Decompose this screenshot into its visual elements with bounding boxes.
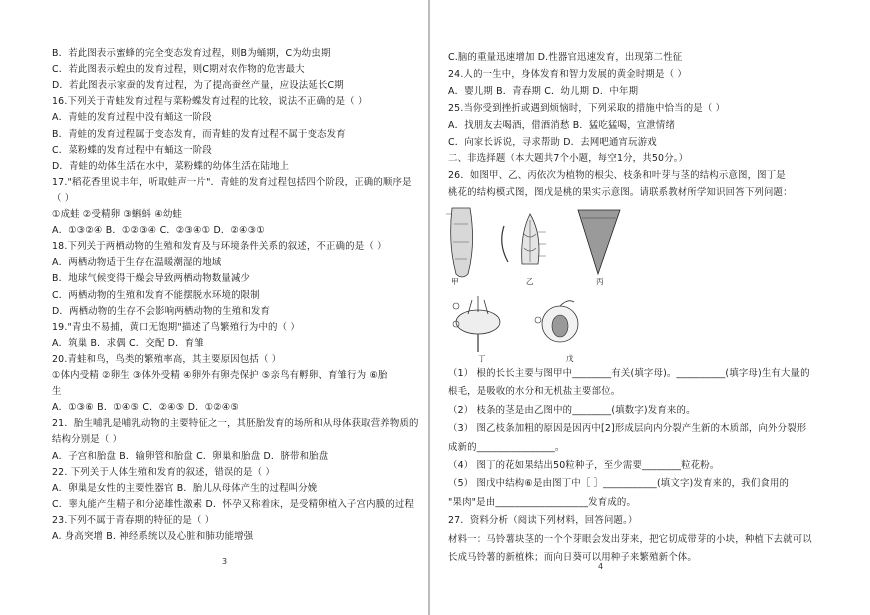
- peach-fruit-diagram: [535, 301, 578, 342]
- left-page: [0, 0, 430, 615]
- text-line: A．筑巢 B．求偶 C．交配 D．育雏: [52, 337, 204, 349]
- text-line: 生: [52, 386, 62, 398]
- text-line: C．向家长诉说，寻求帮助 D．去网吧通宵玩游戏: [448, 136, 657, 148]
- text-line: A．找朋友去喝酒，借酒消愁 B．猛吃猛喝，宣泄情绪: [448, 119, 676, 131]
- text-line: 结构分别是（ ）: [52, 434, 123, 446]
- text-line: （3） 图乙枝条加粗的原因是因丙中[2]形成层向内分裂产生新的木质部，向外分裂形: [448, 423, 807, 435]
- text-line: C．睾丸能产生精子和分泌雄性激素 D．怀孕又称着床，是受精卵植入子宫内膜的过程: [52, 498, 415, 510]
- text-line: A．子宫和胎盘 B．输卵管和胎盘 C．卵巢和胎盘 D．脐带和胎盘: [52, 450, 329, 462]
- figure-label-wu: 戊: [566, 354, 574, 363]
- text-line: A．青蛙的发育过程中没有蛹这一阶段: [52, 112, 212, 124]
- text-line: D．若此图表示家蚕的发育过程，为了提高蚕丝产量，应设法延长C期: [52, 80, 344, 92]
- text-line: 23.下列不属于青春期的特征的是（ ）: [52, 514, 215, 526]
- text-line: 二、非选择题（本大题共7个小题，每空1分，共50分。）: [448, 153, 689, 165]
- text-line: 成新的________________。: [448, 441, 565, 453]
- text-line: 19."青虫不易捕，黄口无饱期"描述了鸟繁殖行为中的（ ）: [52, 321, 300, 333]
- text-line: （5） 图戊中结构⑥是由图丁中［ ］___________(填文字)发育来的，我们食用的: [448, 478, 790, 490]
- text-line: 24.人的一生中，身体发育和智力发展的黄金时期是（ ）: [448, 68, 687, 80]
- peach-flower-diagram: [453, 296, 500, 352]
- text-line: 材料一：马铃薯块茎的一个个芽眼会发出芽来，把它切成带芽的小块，种植下去就可以: [448, 533, 812, 545]
- figure-label-jia: 甲: [451, 277, 459, 286]
- text-line: 25.当你受到挫折或遇到烦恼时，下列采取的措施中恰当的是（ ）: [448, 102, 726, 114]
- root-tip-diagram: [446, 208, 473, 277]
- text-line: "果肉"是由___________________发育成的。: [448, 496, 637, 508]
- figure-label-ding: 丁: [478, 354, 486, 363]
- text-line: 16.下列关于青蛙发育过程与菜粉蝶发育过程的比较，说法不正确的是（ ）: [52, 96, 368, 108]
- text-line: C.脑的重量迅速增加 D.性器官迅速发育，出现第二性征: [448, 52, 683, 63]
- text-line: B．青蛙的发育过程属于变态发育，而青蛙的发育过程不属于变态发育: [52, 128, 346, 140]
- text-line: C．若此图表示蝗虫的发育过程，则C期对农作物的危害最大: [52, 64, 305, 76]
- text-line: （1） 根的长长主要与图甲中________有关(填字母)。__________(填字母)生有大量的: [448, 368, 810, 379]
- figure-label-yi: 乙: [526, 277, 534, 286]
- text-line: （4） 图丁的花如果结出50粒种子，至少需要________粒花粉。: [448, 460, 720, 471]
- text-line: （2） 枝条的茎是由乙图中的________(填数字)发育来的。: [448, 404, 696, 416]
- text-line: 27．资料分析（阅读下列材料，回答问题。）: [448, 515, 638, 527]
- text-line: 17."稻花香里说丰年，听取蛙声一片"．青蛙的发育过程包括四个阶段，正确的顺序是: [52, 176, 412, 188]
- text-line: C．两栖动物的生殖和发育不能摆脱水环境的限制: [52, 289, 260, 301]
- text-line: ①成蛙 ②受精卵 ③蝌蚪 ④幼蛙: [52, 209, 183, 220]
- text-line: C．菜粉蝶的发育过程中有蛹这一阶段: [52, 144, 212, 156]
- branch-bud-diagram: [502, 214, 546, 264]
- figure-label-bing: 丙: [596, 277, 604, 286]
- text-line: D．青蛙的幼体生活在水中，菜粉蝶的幼体生活在陆地上: [52, 160, 290, 172]
- page-number-right: 4: [598, 562, 604, 571]
- text-line: 桃花的结构模式图，图戊是桃的果实示意图。请联系教材所学知识回答下列问题：: [448, 187, 793, 199]
- text-line: 18.下列关于两栖动物的生殖和发育及与环境条件关系的叙述，不正确的是（ ）: [52, 241, 387, 253]
- text-line: A．婴儿期 B．青春期 C．幼儿期 D．中年期: [448, 85, 639, 97]
- text-line: A．①③⑥ B．①④⑤ C．②④⑤ D．①②④⑤: [52, 402, 240, 414]
- text-line: 21．胎生哺乳是哺乳动物的主要特征之一，其胚胎发育的场所和从母体获取营养物质的: [52, 418, 419, 430]
- page-divider: [428, 0, 430, 615]
- text-line: A．卵巢是女性的主要性器官 B．胎儿从母体产生的过程叫分娩: [52, 482, 318, 494]
- text-line: B．地球气候变得干燥会导致两栖动物数量减少: [52, 273, 251, 285]
- text-line: A．两栖动物适于生存在温暖潮湿的地域: [52, 257, 222, 269]
- stem-section-diagram: [578, 210, 620, 274]
- text-line: 长成马铃薯的新植株；而向日葵可以用种子来繁殖新个体。: [448, 552, 697, 563]
- page-number-left: 3: [222, 557, 228, 566]
- text-line: A．①③②④ B．①②③④ C．②③④① D．②④③①: [52, 225, 265, 237]
- text-line: A. 身高突增 B. 神经系统以及心脏和肺功能增强: [52, 531, 254, 542]
- text-line: B．若此图表示蜜蜂的完全变态发育过程，则B为蛹期，C为幼虫期: [52, 48, 331, 59]
- text-line: 22. 下列关于人体生殖和发育的叙述，错误的是（ ）: [52, 466, 275, 478]
- text-line: 26．如图甲、乙、丙依次为植物的根尖、枝条和叶芽与茎的结构示意图，图丁是: [448, 170, 786, 182]
- text-line: ①体内受精 ②卵生 ③体外受精 ④卵外有卵壳保护 ⑤亲鸟有孵卵、育雏行为 ⑥胎: [52, 370, 388, 381]
- text-line: D．两栖动物的生存不会影响两栖动物的生殖和发育: [52, 305, 271, 317]
- text-line: （ ）: [52, 192, 75, 204]
- text-line: 20.青蛙和鸟，鸟类的繁殖率高，其主要原因包括（ ）: [52, 353, 282, 365]
- text-line: 根毛，是吸收的水分和无机盐主要部位。: [448, 386, 621, 398]
